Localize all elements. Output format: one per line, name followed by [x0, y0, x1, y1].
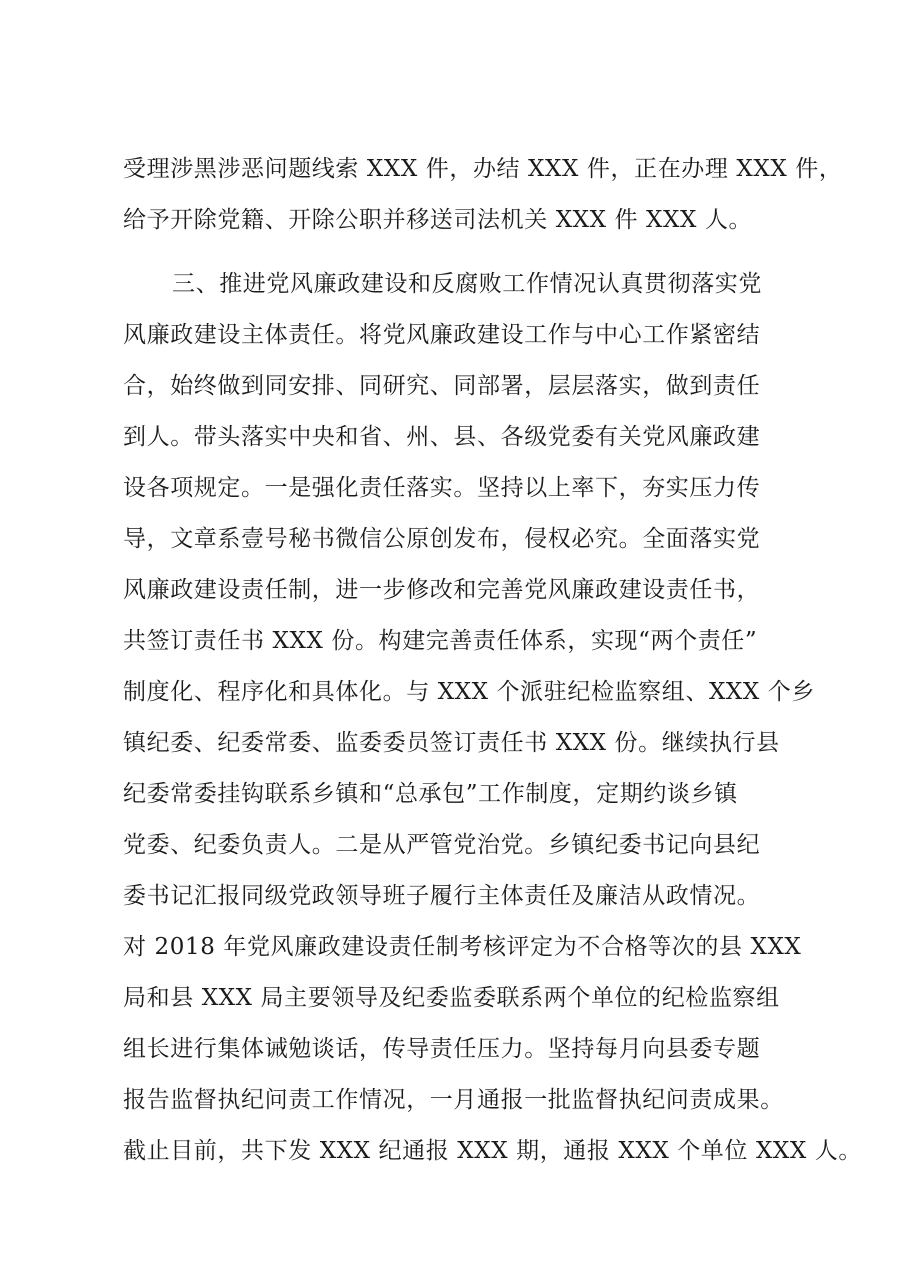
text-line [0, 359, 909, 413]
line-text: 共签订责任书 XXX 份。构建完善责任体系，实现“两个责任” [123, 628, 758, 654]
line-text: 局和县 XXX 局主要领导及纪委监委联系两个单位的纪检监察组 [123, 985, 780, 1011]
text-line [0, 1073, 909, 1127]
line-text: 纪委常委挂钩联系乡镇和“总承包”工作制度，定期约谈乡镇 [123, 781, 738, 807]
text-line [0, 308, 909, 362]
line-text: 对 2018 年党风廉政建设责任制考核评定为不合格等次的县 XXX [123, 934, 802, 960]
text-line [0, 461, 909, 515]
text-line [0, 869, 909, 923]
line-text: 镇纪委、纪委常委、监委委员签订责任书 XXX 份。继续执行县 [123, 730, 780, 756]
line-text: 三、推进党风廉政建设和反腐败工作情况认真贯彻落实党 [172, 271, 762, 297]
text-line [0, 716, 909, 770]
line-text: 风廉政建设主体责任。将党风廉政建设工作与中心工作紧密结 [123, 322, 761, 348]
text-line [0, 767, 909, 821]
section-three-heading-line [0, 257, 909, 311]
text-line [0, 971, 909, 1025]
line-text: 合，始终做到同安排、同研究、同部署，层层落实，做到责任 [123, 373, 761, 399]
text-line [0, 1022, 909, 1076]
line-text: 党委、纪委负责人。二是从严管党治党。乡镇纪委书记向县纪 [123, 832, 761, 858]
text-line [0, 512, 909, 566]
text-line [0, 818, 909, 872]
line-text: 制度化、程序化和具体化。与 XXX 个派驻纪检监察组、XXX 个乡 [123, 679, 815, 705]
line-text: 到人。带头落实中央和省、州、县、各级党委有关党风廉政建 [123, 424, 761, 450]
line-text: 导，文章系壹号秘书微信公原创发布，侵权必究。全面落实党 [123, 526, 761, 552]
line-text: 风廉政建设责任制，进一步修改和完善党风廉政建设责任书， [123, 577, 761, 603]
line-text: 截止目前，共下发 XXX 纪通报 XXX 期，通报 XXX 个单位 XXX 人。 [123, 1138, 862, 1164]
text-line [0, 410, 909, 464]
text-line [0, 1124, 909, 1178]
line-text: 设各项规定。一是强化责任落实。坚持以上率下，夯实压力传 [123, 475, 761, 501]
text-line [0, 614, 909, 668]
text-line [0, 193, 909, 247]
line-text: 给予开除党籍、开除公职并移送司法机关 XXX 件 XXX 人。 [123, 207, 753, 233]
line-text: 组长进行集体诫勉谈话，传导责任压力。坚持每月向县委专题 [123, 1036, 761, 1062]
text-line [0, 563, 909, 617]
line-text: 委书记汇报同级党政领导班子履行主体责任及廉洁从政情况。 [123, 883, 761, 909]
line-text: 报告监督执纪问责工作情况，一月通报一批监督执纪问责成果。 [123, 1087, 784, 1113]
text-line [0, 142, 909, 196]
text-line [0, 665, 909, 719]
line-text: 受理涉黑涉恶问题线索 XXX 件，办结 XXX 件，正在办理 XXX 件， [123, 156, 843, 182]
text-line [0, 920, 909, 974]
